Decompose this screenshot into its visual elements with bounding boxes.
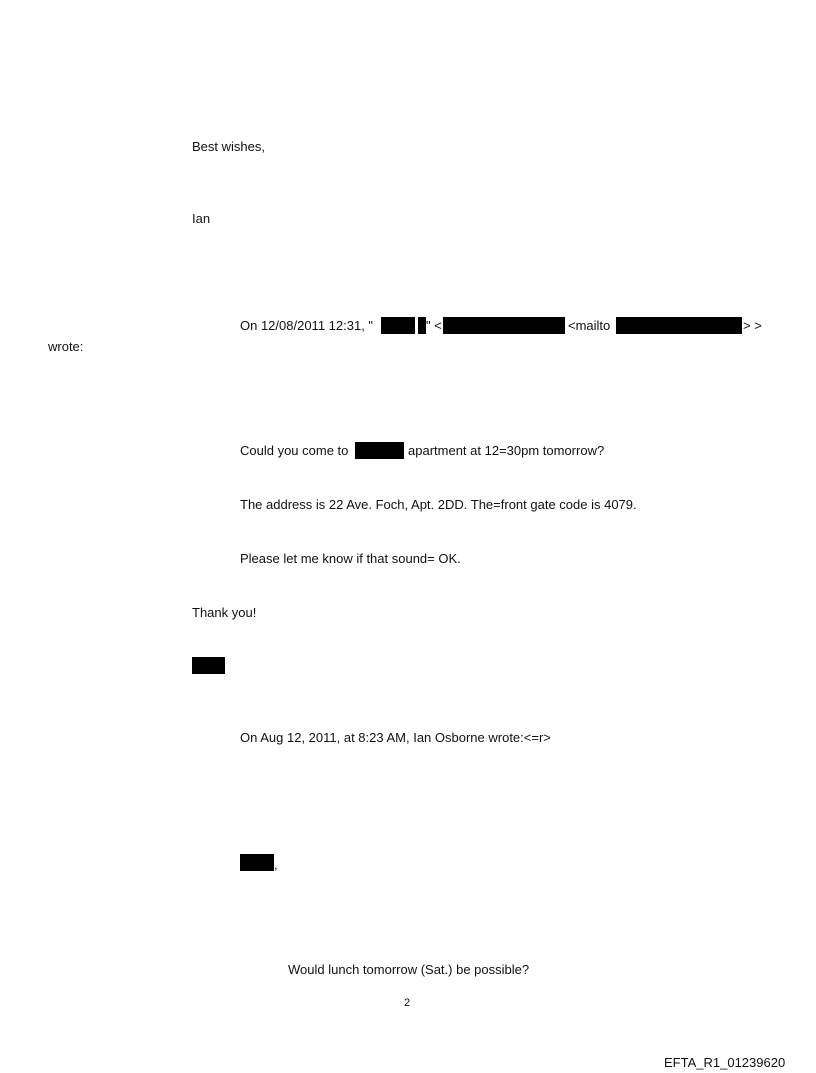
thanks-text: Thank you! <box>192 605 257 620</box>
document-id-footer: EFTA_R1_01239620 <box>664 1055 786 1070</box>
body-line-2: The address is 22 Ave. Foch, Apt. 2DD. The=front gate code is 4079. <box>240 497 637 512</box>
body-line-1-b: apartment at 12=30pm tomorrow? <box>408 443 605 458</box>
redaction-block <box>381 317 415 334</box>
body-line-1-a: Could you come to <box>240 443 349 458</box>
redaction-block <box>418 317 426 334</box>
greeting-suffix: , <box>274 857 278 872</box>
quote-header-1-mailto: <mailto <box>568 318 611 333</box>
redaction-block <box>355 442 404 459</box>
question-text: Would lunch tomorrow (Sat.) be possible? <box>288 962 530 977</box>
quote-header-2: On Aug 12, 2011, at 8:23 AM, Ian Osborne wrote:<=r> <box>240 730 551 745</box>
redaction-block <box>240 854 274 871</box>
quote-header-1-prefix: On 12/08/2011 12:31, " <box>240 318 374 333</box>
redaction-block <box>192 657 225 674</box>
page-number: 2 <box>404 997 411 1009</box>
redaction-block <box>616 317 742 334</box>
redaction-block <box>443 317 565 334</box>
closing-text: Best wishes, <box>192 139 265 154</box>
body-line-3: Please let me know if that sound= OK. <box>240 551 461 566</box>
quote-header-1-end: > > <box>743 318 762 333</box>
quote-header-1-close: " < <box>426 318 442 333</box>
quote-header-1-wrap: wrote: <box>48 339 84 354</box>
signature-text: Ian <box>192 211 211 226</box>
